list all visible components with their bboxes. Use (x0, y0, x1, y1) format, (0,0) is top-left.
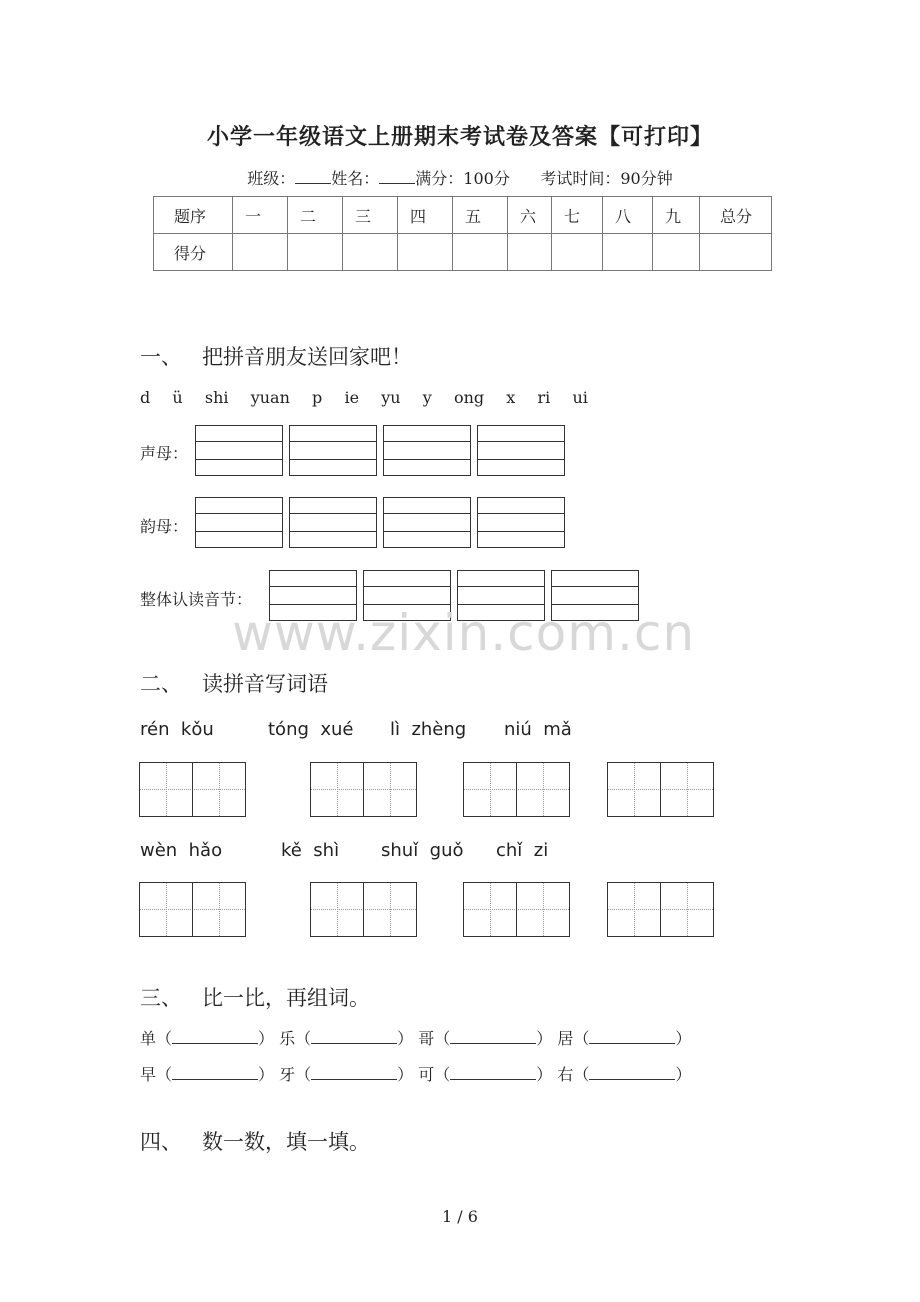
pinyin-word: chǐ zi (496, 840, 549, 861)
score-cell[interactable] (508, 234, 552, 271)
table-cell: 七 (552, 197, 603, 234)
answer-blank[interactable] (589, 1029, 675, 1044)
compare-row: 早（ ） 牙（ ） 可（ ） 右（ ） (140, 1065, 692, 1084)
compare-row: 单（ ） 乐（ ） 哥（ ） 居（ ） (140, 1029, 692, 1048)
class-blank[interactable] (295, 169, 331, 184)
score-cell[interactable] (603, 234, 653, 271)
score-cell[interactable] (398, 234, 453, 271)
writing-box[interactable] (477, 425, 565, 476)
writing-box[interactable] (289, 497, 377, 548)
answer-blank[interactable] (450, 1065, 536, 1080)
table-cell: 一 (233, 197, 288, 234)
pinyin-word: lì zhèng (390, 719, 467, 740)
pinyin-word: niú mǎ (504, 719, 572, 740)
table-cell: 总分 (700, 197, 772, 234)
table-cell: 五 (453, 197, 508, 234)
section-3-heading: 三、 比一比，再组词。 (140, 986, 370, 1010)
answer-blank[interactable] (311, 1029, 397, 1044)
exam-info (0, 166, 920, 189)
zhengti-label: 整体认读音节： (140, 590, 253, 609)
section-2-heading: 二、 读拼音写词语 (140, 672, 328, 696)
writing-box[interactable] (383, 425, 471, 476)
writing-box[interactable] (195, 497, 283, 548)
pinyin-word: shuǐ guǒ (381, 840, 464, 861)
class-label: 班级： (247, 169, 296, 188)
score-cell[interactable] (343, 234, 398, 271)
answer-blank[interactable] (311, 1065, 397, 1080)
table-cell: 三 (343, 197, 398, 234)
tianzige-box[interactable] (607, 882, 714, 937)
score-table (153, 196, 772, 271)
section-1-heading: 一、 把拼音朋友送回家吧！ (140, 345, 412, 369)
tianzige-box[interactable] (310, 762, 417, 817)
writing-box[interactable] (289, 425, 377, 476)
score-cell[interactable] (288, 234, 343, 271)
name-label: 姓名： (331, 169, 380, 188)
score-cell[interactable] (552, 234, 603, 271)
table-cell: 九 (653, 197, 700, 234)
pinyin-word: tóng xué (268, 719, 354, 740)
page-title: 小学一年级语文上册期末考试卷及答案【可打印】 (206, 124, 713, 150)
table-cell: 得分 (154, 234, 233, 271)
writing-box[interactable] (195, 425, 283, 476)
page-number: 1 / 6 (442, 1207, 478, 1226)
pinyin-word: rén kǒu (140, 719, 214, 740)
full-score: 满分：100分 (415, 169, 510, 188)
table-row (154, 234, 772, 271)
tianzige-box[interactable] (310, 882, 417, 937)
answer-blank[interactable] (172, 1029, 258, 1044)
answer-blank[interactable] (172, 1065, 258, 1080)
writing-box[interactable] (477, 497, 565, 548)
answer-blank[interactable] (450, 1029, 536, 1044)
table-cell: 八 (603, 197, 653, 234)
score-cell[interactable] (700, 234, 772, 271)
table-cell: 六 (508, 197, 552, 234)
score-cell[interactable] (653, 234, 700, 271)
watermark: www.zixin.com.cn (232, 604, 696, 662)
score-cell[interactable] (453, 234, 508, 271)
pinyin-list: d ü shi yuan p ie yu y ong x ri ui (140, 388, 588, 407)
score-cell[interactable] (233, 234, 288, 271)
tianzige-box[interactable] (463, 882, 570, 937)
table-cell: 二 (288, 197, 343, 234)
name-blank[interactable] (379, 169, 415, 184)
table-cell: 题序 (154, 197, 233, 234)
pinyin-word: wèn hǎo (140, 840, 223, 861)
tianzige-box[interactable] (139, 762, 246, 817)
section-4-heading: 四、 数一数，填一填。 (140, 1130, 370, 1154)
table-row (154, 197, 772, 234)
shengmu-label: 声母： (140, 444, 189, 463)
tianzige-box[interactable] (607, 762, 714, 817)
answer-blank[interactable] (589, 1065, 675, 1080)
tianzige-box[interactable] (139, 882, 246, 937)
exam-time: 考试时间：90分钟 (540, 169, 673, 188)
table-cell: 四 (398, 197, 453, 234)
yunmu-label: 韵母： (140, 517, 189, 536)
pinyin-word: kě shì (281, 840, 340, 861)
tianzige-box[interactable] (463, 762, 570, 817)
writing-box[interactable] (383, 497, 471, 548)
